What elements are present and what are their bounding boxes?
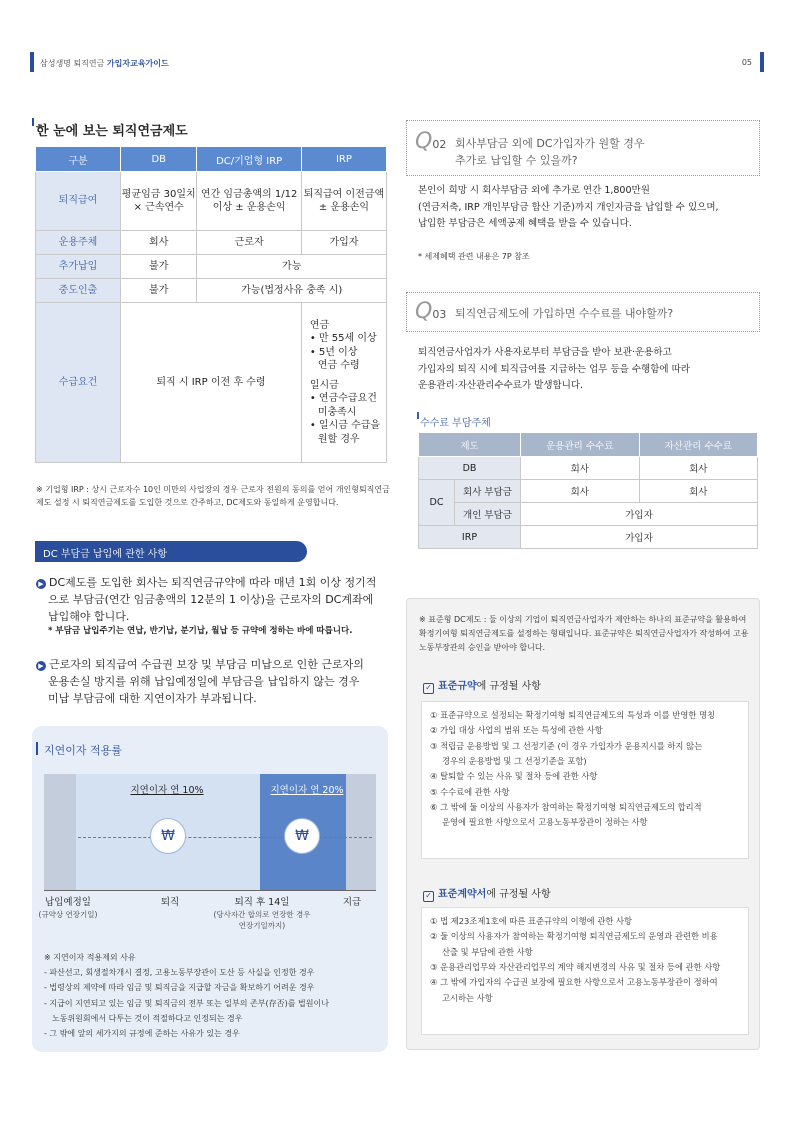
row-header: IRP [419,526,521,549]
dc-paragraph-2: ▶ 근로자의 퇴직급여 수급권 보장 및 부담금 미납으로 인한 근로자의 운용손실 방지를 위해 납입예정일에 부담금을 납입하지 않는 경우 미납 부담금에 대한 지연이자가 부과됩니다. [36,656,364,707]
row-header: DC [419,480,455,526]
arrow-bullet-icon: ▶ [36,579,46,589]
q02-answer: 본인이 희망 시 회사부담금 외에 추가로 연간 1,800만원 (연금저축, IRP 개인부담금 합산 기준)까지 개인자금을 납입할 수 있으며, 납입한 부담금은 세액공제 혜택을 받을 수 있습니다. [418,185,719,230]
q02-note: * 세제혜택 관련 내용은 7P 참조 [418,252,530,261]
standard-contract-list: ① 법 제23조제1호에 따른 표준규약의 이행에 관한 사항 ② 둘 이상의 사용자가 참여하는 확정기여형 퇴직연금제도의 운영과 관련한 비용 산출 및 부담에 관한 사항 ③ 운용관리업무와 자산관리업무의 계약 해지변경의 사유 및 절차 등에 관한 사항 ④ 그 밖에 가입자의 수급권 보장에 필요한 사항으로서 고용노동부장관이 정하여 고시하는 사항 [421,907,749,1035]
point-retire: 퇴직 [160,897,180,908]
point-due-date: 납입예정일 [45,897,91,908]
row-header: 수급요건 [36,303,121,463]
table-cell: 퇴직 시 IRP 이전 후 수령 [121,303,302,463]
header-accent [30,52,34,72]
point-due-note: (규약상 연장기일) [38,910,98,919]
irp-note: ※ 기업형 IRP : 상시 근로자수 10인 미만의 사업장의 경우 근로자 전원의 동의를 얻어 개인형퇴직연금제도 설정 시 퇴직연금제도를 도입한 것으로 간주하고, DC제도와 동일하게 운영합니다. [36,485,390,507]
q-icon: Q03 [415,299,447,324]
col-header: DB [121,147,197,172]
delay-title: 지연이자 적용률 [44,744,122,757]
standard-dc-note: ※ 표준형 DC제도 : 둘 이상의 기업이 퇴직연금사업자가 제안하는 하나의 표준규약을 활용하여 확정기여형 퇴직연금제도를 설정하는 형태입니다. 표준규약은 퇴직연금사업자가 작성하여 고용노동부장관의 승인을 받아야 합니다. [419,615,749,652]
timeline-line [78,837,372,838]
q-icon: Q02 [415,129,447,154]
table-cell: 평균임금 30일치 × 근속연수 [121,172,197,231]
table-cell: 퇴직급여 이전금액 ± 운용손익 [301,172,386,231]
coin-pot-icon: ₩ [284,818,320,854]
table-cell: 회사 [521,457,640,480]
table-cell: 회사 [121,231,197,255]
timeline-axis [44,890,376,891]
timeline-bg [44,774,76,890]
check-box-icon: ✓ [423,891,434,902]
table-cell: 회사 [639,457,758,480]
overview-title: 한 눈에 보는 퇴직연금제도 [36,120,188,139]
header-accent-right [760,52,764,72]
q02-box [406,120,760,176]
table-cell: 가입자 [521,503,758,526]
row-header: 추가납입 [36,255,121,279]
col-header: 자산관리 수수료 [639,433,758,457]
table-cell: 근로자 [197,231,301,255]
fee-table-title: 수수료 부담주체 [420,414,491,429]
table-cell: 가능 [197,255,387,279]
arrow-bullet-icon: ▶ [36,661,46,671]
col-header: 운용관리 수수료 [521,433,640,457]
point-14-days: 퇴직 후 14일 [234,897,290,908]
q03-question: 퇴직연금제도에 가입하면 수수료를 내야할까? [455,307,674,320]
q03-answer: 퇴직연금사업자가 사용자로부터 부담금을 받아 보관·운용하고 가입자의 퇴직 시에 퇴직급여를 지급하는 업무 등을 수행함에 따라 운용관리·자산관리수수료가 발생합니다. [418,347,690,392]
table-cell: 불가 [121,279,197,303]
q02-question: 회사부담금 외에 DC가입자가 원할 경우 추가로 납입할 수 있을까? [455,137,645,168]
rate-10: 지연이자 연 10% [130,785,204,796]
col-header: IRP [301,147,386,172]
coin-pot-icon: ₩ [150,818,186,854]
standard-rule-heading: ✓ 표준규약에 규정될 사항 [423,677,541,694]
row-header: 중도인출 [36,279,121,303]
row-header: 회사 부담금 [455,480,521,503]
q03-box [406,292,760,332]
overview-table [35,146,387,463]
col-header: DC/기업형 IRP [197,147,301,172]
delay-interest-box [32,726,388,1052]
table-cell: 회사 [639,480,758,503]
fee-table [418,432,758,549]
row-header: 개인 부담금 [455,503,521,526]
standard-contract-heading: ✓ 표준계약서에 규정될 사항 [423,885,551,902]
table-cell: 가능(법정사유 충족 시) [197,279,387,303]
table-cell: 가입자 [301,231,386,255]
check-box-icon: ✓ [423,683,434,694]
table-cell: 연간 임금총액의 1/12 이상 ± 운용손익 [197,172,301,231]
standard-dc-box [406,598,760,1050]
row-header: 운용주체 [36,231,121,255]
row-header: DB [419,457,521,480]
irp-receive-cell: 연금 • 만 55세 이상 • 5년 이상 연금 수령 일시금 • 연금수급요건 미충족시 • 일시금 수급을 원할 경우 [301,303,386,463]
table-cell: 가입자 [521,526,758,549]
header-title: 삼성생명 퇴직연금 가입자교육가이드 [40,59,169,68]
col-header: 구분 [36,147,121,172]
table-cell: 불가 [121,255,197,279]
table-cell: 회사 [521,480,640,503]
page-number: 05 [741,58,752,67]
point-pay: 지급 [342,897,362,908]
delay-exclusion-notes: ※ 지연이자 적용제외 사유 - 파산선고, 회생절차개시 결정, 고용노동부장관이 도산 등 사실을 인정한 경우 - 법령상의 제약에 따라 임금 및 퇴직금을 지급할 자금을 확보하기 어려운 경우 - 지급이 지연되고 있는 임금 및 퇴직금의 전부 또는 일부의 존부(存否)를 법원이나 노동위원회에서 다투는 것이 적절하다고 인정되는 경우 - 그 밖에 앞의 세가지의 규정에 준하는 사유가 있는 경우 [44,953,329,1038]
rate-20: 지연이자 연 20% [270,785,344,796]
col-header: 제도 [419,433,521,457]
dc-payment-title: DC 부담금 납입에 관한 사항 [35,541,307,562]
standard-rule-list: ① 표준규약으로 설정되는 확정기여형 퇴직연금제도의 특성과 이를 반영한 명칭 ② 가입 대상 사업의 범위 또는 특성에 관한 사항 ③ 적립금 운용방법 및 그 선정기준 (이 경우 가입자가 운용지시를 하지 않는 경우의 운용방법 및 그 선정기준을 포함) ④ 탈퇴할 수 있는 사유 및 절차 등에 관한 사항 ⑤ 수수료에 관한 사항 ⑥ 그 밖에 둘 이상의 사용자가 참여하는 확정기여형 퇴직연금제도의 합리적 운영에 필요한 사항으로서 고용노동부장관이 정하는 사항 [421,701,749,859]
dc-paragraph-1: ▶ DC제도를 도입한 회사는 퇴직연금규약에 따라 매년 1회 이상 정기적 으로 부담금(연간 임금총액의 12분의 1 이상)을 근로자의 DC계좌에 납입해야 합니다. * 부담금 납입주기는 연납, 반기납, 분기납, 월납 등 규약에 정하는 바에 따릅니다. [36,574,376,638]
point-14-note: (당사자간 합의로 연장한 경우 연장기일까지) [213,910,311,930]
row-header: 퇴직급여 [36,172,121,231]
